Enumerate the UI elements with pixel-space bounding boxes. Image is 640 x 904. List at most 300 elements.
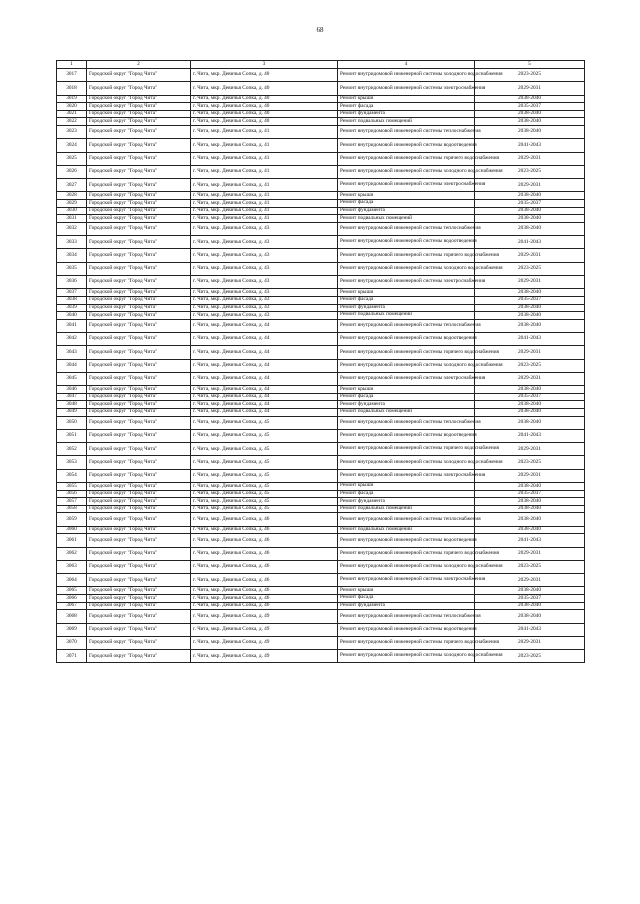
period-cell: 2029-2031 [475, 574, 585, 587]
municipality-cell: Городской округ "Город Чита" [87, 200, 191, 208]
address-cell: г. Чита, мкр. Девичья Сопка, д. 41 [191, 125, 338, 138]
address-cell: г. Чита, мкр. Девичья Сопка, д. 45 [191, 505, 338, 513]
period-cell: 2029-2031 [475, 249, 585, 262]
row-number-cell: 3036 [57, 276, 87, 289]
work-type-cell: Ремонт крыши [338, 587, 475, 595]
row-number-cell: 3026 [57, 165, 87, 178]
work-type-cell: Ремонт внутридомовой инженерной системы горячего водоснабжения [338, 346, 475, 359]
period-cell: 2035-2037 [475, 200, 585, 208]
table-body [57, 69, 585, 663]
municipality-cell: Городской округ "Город Чита" [87, 372, 191, 385]
work-type-cell: Ремонт внутридомовой инженерной системы электроснабжения [338, 82, 475, 95]
period-cell: 2038-2040 [475, 602, 585, 610]
period-cell: 2038-2040 [475, 207, 585, 215]
period-cell: 2035-2037 [475, 595, 585, 603]
table-row [57, 200, 585, 208]
work-type-cell: Ремонт внутридомовой инженерной системы теплоснабжения [338, 416, 475, 429]
table-row [57, 215, 585, 223]
municipality-cell: Городской округ "Город Чита" [87, 513, 191, 526]
table-row [57, 602, 585, 610]
municipality-cell: Городской округ "Город Чита" [87, 152, 191, 165]
address-cell: г. Чита, мкр. Девичья Сопка, д. 40 [191, 95, 338, 103]
period-cell: 2029-2031 [475, 443, 585, 456]
municipality-cell: Городской округ "Город Чита" [87, 498, 191, 506]
period-cell: 2029-2031 [475, 276, 585, 289]
address-cell: г. Чита, мкр. Девичья Сопка, д. 44 [191, 393, 338, 401]
work-type-cell: Ремонт фасада [338, 296, 475, 304]
column-header-4: 4 [338, 61, 475, 69]
address-cell: г. Чита, мкр. Девичья Сопка, д. 45 [191, 498, 338, 506]
work-type-cell: Ремонт внутридомовой инженерной системы горячего водоснабжения [338, 547, 475, 560]
municipality-cell: Городской округ "Город Чита" [87, 332, 191, 345]
row-number-cell: 3062 [57, 547, 87, 560]
table-row [57, 456, 585, 469]
address-cell: г. Чита, мкр. Девичья Сопка, д. 40 [191, 103, 338, 111]
period-cell: 2038-2040 [475, 215, 585, 223]
municipality-cell: Городской округ "Город Чита" [87, 393, 191, 401]
municipality-cell: Городской округ "Город Чита" [87, 192, 191, 200]
address-cell: г. Чита, мкр. Девичья Сопка, д. 46 [191, 547, 338, 560]
work-type-cell: Ремонт фундамента [338, 602, 475, 610]
address-cell: г. Чита, мкр. Девичья Сопка, д. 41 [191, 139, 338, 152]
row-number-cell: 3049 [57, 408, 87, 416]
table-row [57, 408, 585, 416]
work-type-cell: Ремонт фундамента [338, 304, 475, 312]
row-number-cell: 3022 [57, 118, 87, 126]
period-cell: 2038-2040 [475, 118, 585, 126]
row-number-cell: 3050 [57, 416, 87, 429]
table-row [57, 69, 585, 82]
table-row [57, 95, 585, 103]
row-number-cell: 3051 [57, 429, 87, 442]
municipality-cell: Городской округ "Город Чита" [87, 139, 191, 152]
municipality-cell: Городской округ "Город Чита" [87, 249, 191, 262]
period-cell: 2038-2040 [475, 587, 585, 595]
row-number-cell: 3047 [57, 393, 87, 401]
municipality-cell: Городской округ "Город Чита" [87, 69, 191, 82]
period-cell: 2041-2043 [475, 429, 585, 442]
address-cell: г. Чита, мкр. Девичья Сопка, д. 43 [191, 249, 338, 262]
municipality-cell: Городской округ "Город Чита" [87, 165, 191, 178]
period-cell: 2035-2037 [475, 490, 585, 498]
table-row [57, 469, 585, 482]
period-cell: 2041-2043 [475, 332, 585, 345]
row-number-cell: 3044 [57, 359, 87, 372]
row-number-cell: 3017 [57, 69, 87, 82]
row-number-cell: 3053 [57, 456, 87, 469]
municipality-cell: Городской округ "Город Чита" [87, 222, 191, 235]
table-row [57, 636, 585, 649]
row-number-cell: 3028 [57, 192, 87, 200]
work-type-cell: Ремонт подвальных помещений [338, 312, 475, 320]
table-row [57, 319, 585, 332]
address-cell: г. Чита, мкр. Девичья Сопка, д. 45 [191, 490, 338, 498]
period-cell: 2038-2040 [475, 610, 585, 623]
table-row [57, 650, 585, 663]
period-cell: 2035-2037 [475, 103, 585, 111]
work-type-cell: Ремонт фундамента [338, 401, 475, 409]
table-row [57, 222, 585, 235]
table-row [57, 332, 585, 345]
address-cell: г. Чита, мкр. Девичья Сопка, д. 41 [191, 165, 338, 178]
work-type-cell: Ремонт фасада [338, 200, 475, 208]
row-number-cell: 3038 [57, 296, 87, 304]
address-cell: г. Чита, мкр. Девичья Сопка, д. 43 [191, 289, 338, 297]
address-cell: г. Чита, мкр. Девичья Сопка, д. 43 [191, 276, 338, 289]
row-number-cell: 3067 [57, 602, 87, 610]
table-row [57, 372, 585, 385]
row-number-cell: 3019 [57, 95, 87, 103]
work-type-cell: Ремонт фундамента [338, 498, 475, 506]
address-cell: г. Чита, мкр. Девичья Сопка, д. 41 [191, 152, 338, 165]
municipality-cell: Городской округ "Город Чита" [87, 416, 191, 429]
table-row [57, 490, 585, 498]
work-type-cell: Ремонт внутридомовой инженерной системы водоотведения [338, 534, 475, 547]
row-number-cell: 3046 [57, 386, 87, 394]
work-type-cell: Ремонт подвальных помещений [338, 408, 475, 416]
table-row [57, 587, 585, 595]
row-number-cell: 3066 [57, 595, 87, 603]
row-number-cell: 3042 [57, 332, 87, 345]
row-number-cell: 3030 [57, 207, 87, 215]
table-row [57, 304, 585, 312]
municipality-cell: Городской округ "Город Чита" [87, 110, 191, 118]
period-cell: 2038-2040 [475, 289, 585, 297]
work-type-cell: Ремонт внутридомовой инженерной системы горячего водоснабжения [338, 443, 475, 456]
page-number: 68 [316, 26, 324, 34]
address-cell: г. Чита, мкр. Девичья Сопка, д. 40 [191, 82, 338, 95]
table-row [57, 443, 585, 456]
municipality-cell: Городской округ "Город Чита" [87, 587, 191, 595]
municipality-cell: Городской округ "Город Чита" [87, 547, 191, 560]
municipality-cell: Городской округ "Город Чита" [87, 469, 191, 482]
period-cell: 2041-2043 [475, 534, 585, 547]
work-type-cell: Ремонт внутридомовой инженерной системы электроснабжения [338, 179, 475, 192]
period-cell: 2029-2031 [475, 636, 585, 649]
table-row [57, 125, 585, 138]
period-cell: 2029-2031 [475, 469, 585, 482]
row-number-cell: 3052 [57, 443, 87, 456]
municipality-cell: Городской округ "Город Чита" [87, 262, 191, 275]
period-cell: 2038-2040 [475, 304, 585, 312]
address-cell: г. Чита, мкр. Девичья Сопка, д. 45 [191, 469, 338, 482]
address-cell: г. Чита, мкр. Девичья Сопка, д. 40 [191, 118, 338, 126]
row-number-cell: 3070 [57, 636, 87, 649]
address-cell: г. Чита, мкр. Девичья Сопка, д. 46 [191, 560, 338, 573]
address-cell: г. Чита, мкр. Девичья Сопка, д. 45 [191, 443, 338, 456]
municipality-cell: Городской округ "Город Чита" [87, 103, 191, 111]
period-cell: 2038-2040 [475, 319, 585, 332]
period-cell: 2041-2043 [475, 623, 585, 636]
address-cell: г. Чита, мкр. Девичья Сопка, д. 44 [191, 319, 338, 332]
row-number-cell: 3023 [57, 125, 87, 138]
period-cell: 2038-2040 [475, 408, 585, 416]
period-cell: 2038-2040 [475, 505, 585, 513]
address-cell: г. Чита, мкр. Девичья Сопка, д. 41 [191, 192, 338, 200]
address-cell: г. Чита, мкр. Девичья Сопка, д. 45 [191, 456, 338, 469]
address-cell: г. Чита, мкр. Девичья Сопка, д. 43 [191, 222, 338, 235]
row-number-cell: 3024 [57, 139, 87, 152]
table-row [57, 82, 585, 95]
municipality-cell: Городской округ "Город Чита" [87, 125, 191, 138]
table-row [57, 560, 585, 573]
work-type-cell: Ремонт внутридомовой инженерной системы электроснабжения [338, 574, 475, 587]
municipality-cell: Городской округ "Город Чита" [87, 602, 191, 610]
row-number-cell: 3032 [57, 222, 87, 235]
municipality-cell: Городской округ "Город Чита" [87, 296, 191, 304]
period-cell: 2041-2043 [475, 236, 585, 249]
period-cell: 2038-2040 [475, 222, 585, 235]
period-cell: 2029-2031 [475, 547, 585, 560]
period-cell: 2029-2031 [475, 179, 585, 192]
municipality-cell: Городской округ "Город Чита" [87, 574, 191, 587]
work-type-cell: Ремонт подвальных помещений [338, 526, 475, 534]
work-type-cell: Ремонт крыши [338, 386, 475, 394]
work-type-cell: Ремонт подвальных помещений [338, 215, 475, 223]
work-type-cell: Ремонт подвальных помещений [338, 505, 475, 513]
column-header-5: 5 [475, 61, 585, 69]
municipality-cell: Городской округ "Город Чита" [87, 82, 191, 95]
table-row [57, 207, 585, 215]
table-row [57, 505, 585, 513]
column-header-1: 1 [57, 61, 87, 69]
row-number-cell: 3061 [57, 534, 87, 547]
table-row [57, 346, 585, 359]
period-cell: 2041-2043 [475, 139, 585, 152]
work-type-cell: Ремонт внутридомовой инженерной системы электроснабжения [338, 276, 475, 289]
row-number-cell: 3043 [57, 346, 87, 359]
period-cell: 2023-2025 [475, 69, 585, 82]
row-number-cell: 3039 [57, 304, 87, 312]
table-row [57, 139, 585, 152]
municipality-cell: Городской округ "Город Чита" [87, 595, 191, 603]
work-type-cell: Ремонт внутридомовой инженерной системы электроснабжения [338, 372, 475, 385]
row-number-cell: 3033 [57, 236, 87, 249]
address-cell: г. Чита, мкр. Девичья Сопка, д. 46 [191, 587, 338, 595]
period-cell: 2023-2025 [475, 560, 585, 573]
row-number-cell: 3054 [57, 469, 87, 482]
work-type-cell: Ремонт внутридомовой инженерной системы электроснабжения [338, 469, 475, 482]
work-type-cell: Ремонт внутридомовой инженерной системы холодного водоснабжения [338, 69, 475, 82]
period-cell: 2035-2037 [475, 296, 585, 304]
work-type-cell: Ремонт внутридомовой инженерной системы холодного водоснабжения [338, 456, 475, 469]
address-cell: г. Чита, мкр. Девичья Сопка, д. 44 [191, 332, 338, 345]
municipality-cell: Городской округ "Город Чита" [87, 236, 191, 249]
period-cell: 2038-2040 [475, 312, 585, 320]
address-cell: г. Чита, мкр. Девичья Сопка, д. 41 [191, 215, 338, 223]
address-cell: г. Чита, мкр. Девичья Сопка, д. 46 [191, 595, 338, 603]
row-number-cell: 3018 [57, 82, 87, 95]
work-type-cell: Ремонт крыши [338, 289, 475, 297]
address-cell: г. Чита, мкр. Девичья Сопка, д. 43 [191, 312, 338, 320]
row-number-cell: 3037 [57, 289, 87, 297]
row-number-cell: 3020 [57, 103, 87, 111]
work-type-cell: Ремонт внутридомовой инженерной системы водоотведения [338, 429, 475, 442]
period-cell: 2029-2031 [475, 152, 585, 165]
table-header-row [57, 61, 585, 69]
table-row [57, 236, 585, 249]
address-cell: г. Чита, мкр. Девичья Сопка, д. 44 [191, 372, 338, 385]
work-type-cell: Ремонт внутридомовой инженерной системы теплоснабжения [338, 513, 475, 526]
period-cell: 2038-2040 [475, 192, 585, 200]
row-number-cell: 3068 [57, 610, 87, 623]
period-cell: 2023-2025 [475, 650, 585, 663]
municipality-cell: Городской округ "Город Чита" [87, 276, 191, 289]
address-cell: г. Чита, мкр. Девичья Сопка, д. 49 [191, 623, 338, 636]
table-row [57, 610, 585, 623]
period-cell: 2038-2040 [475, 401, 585, 409]
work-type-cell: Ремонт внутридомовой инженерной системы холодного водоснабжения [338, 650, 475, 663]
work-type-cell: Ремонт фасада [338, 490, 475, 498]
table-row [57, 152, 585, 165]
work-type-cell: Ремонт крыши [338, 483, 475, 491]
work-type-cell: Ремонт внутридомовой инженерной системы водоотведения [338, 332, 475, 345]
municipality-cell: Городской округ "Город Чита" [87, 359, 191, 372]
table-row [57, 110, 585, 118]
column-header-3: 3 [191, 61, 338, 69]
period-cell: 2038-2040 [475, 125, 585, 138]
table-row [57, 534, 585, 547]
row-number-cell: 3048 [57, 401, 87, 409]
work-type-cell: Ремонт внутридомовой инженерной системы холодного водоснабжения [338, 560, 475, 573]
period-cell: 2029-2031 [475, 372, 585, 385]
period-cell: 2023-2025 [475, 262, 585, 275]
municipality-cell: Городской округ "Город Чита" [87, 118, 191, 126]
work-type-cell: Ремонт внутридомовой инженерной системы холодного водоснабжения [338, 359, 475, 372]
municipality-cell: Городской округ "Город Чита" [87, 526, 191, 534]
address-cell: г. Чита, мкр. Девичья Сопка, д. 43 [191, 236, 338, 249]
address-cell: г. Чита, мкр. Девичья Сопка, д. 46 [191, 526, 338, 534]
row-number-cell: 3056 [57, 490, 87, 498]
repair-schedule-table [56, 60, 585, 663]
row-number-cell: 3064 [57, 574, 87, 587]
municipality-cell: Городской округ "Город Чита" [87, 505, 191, 513]
address-cell: г. Чита, мкр. Девичья Сопка, д. 44 [191, 359, 338, 372]
period-cell: 2035-2037 [475, 393, 585, 401]
work-type-cell: Ремонт фундамента [338, 207, 475, 215]
table-row [57, 416, 585, 429]
period-cell: 2038-2040 [475, 386, 585, 394]
address-cell: г. Чита, мкр. Девичья Сопка, д. 44 [191, 386, 338, 394]
municipality-cell: Городской округ "Город Чита" [87, 304, 191, 312]
row-number-cell: 3060 [57, 526, 87, 534]
work-type-cell: Ремонт внутридомовой инженерной системы теплоснабжения [338, 610, 475, 623]
municipality-cell: Городской округ "Город Чита" [87, 401, 191, 409]
period-cell: 2023-2025 [475, 359, 585, 372]
work-type-cell: Ремонт крыши [338, 192, 475, 200]
address-cell: г. Чита, мкр. Девичья Сопка, д. 45 [191, 416, 338, 429]
address-cell: г. Чита, мкр. Девичья Сопка, д. 41 [191, 200, 338, 208]
municipality-cell: Городской округ "Город Чита" [87, 95, 191, 103]
municipality-cell: Городской округ "Город Чита" [87, 408, 191, 416]
work-type-cell: Ремонт внутридомовой инженерной системы горячего водоснабжения [338, 152, 475, 165]
municipality-cell: Городской округ "Город Чита" [87, 610, 191, 623]
table-row [57, 526, 585, 534]
address-cell: г. Чита, мкр. Девичья Сопка, д. 43 [191, 296, 338, 304]
period-cell: 2029-2031 [475, 346, 585, 359]
work-type-cell: Ремонт внутридомовой инженерной системы водоотведения [338, 623, 475, 636]
municipality-cell: Городской округ "Город Чита" [87, 429, 191, 442]
address-cell: г. Чита, мкр. Девичья Сопка, д. 44 [191, 401, 338, 409]
row-number-cell: 3034 [57, 249, 87, 262]
period-cell: 2038-2040 [475, 483, 585, 491]
municipality-cell: Городской округ "Город Чита" [87, 319, 191, 332]
period-cell: 2038-2040 [475, 513, 585, 526]
period-cell: 2029-2031 [475, 82, 585, 95]
address-cell: г. Чита, мкр. Девичья Сопка, д. 44 [191, 408, 338, 416]
row-number-cell: 3035 [57, 262, 87, 275]
row-number-cell: 3071 [57, 650, 87, 663]
address-cell: г. Чита, мкр. Девичья Сопка, д. 45 [191, 429, 338, 442]
row-number-cell: 3055 [57, 483, 87, 491]
row-number-cell: 3045 [57, 372, 87, 385]
row-number-cell: 3031 [57, 215, 87, 223]
municipality-cell: Городской округ "Город Чита" [87, 456, 191, 469]
table-row [57, 429, 585, 442]
work-type-cell: Ремонт фундамента [338, 110, 475, 118]
municipality-cell: Городской округ "Город Чита" [87, 207, 191, 215]
table-row [57, 574, 585, 587]
municipality-cell: Городской округ "Город Чита" [87, 490, 191, 498]
row-number-cell: 3069 [57, 623, 87, 636]
period-cell: 2038-2040 [475, 110, 585, 118]
municipality-cell: Городской округ "Город Чита" [87, 443, 191, 456]
row-number-cell: 3027 [57, 179, 87, 192]
table-row [57, 312, 585, 320]
municipality-cell: Городской округ "Город Чита" [87, 312, 191, 320]
table-row [57, 179, 585, 192]
municipality-cell: Городской округ "Город Чита" [87, 650, 191, 663]
period-cell: 2023-2025 [475, 456, 585, 469]
address-cell: г. Чита, мкр. Девичья Сопка, д. 49 [191, 610, 338, 623]
table-row [57, 249, 585, 262]
work-type-cell: Ремонт фасада [338, 103, 475, 111]
work-type-cell: Ремонт внутридомовой инженерной системы горячего водоснабжения [338, 249, 475, 262]
row-number-cell: 3021 [57, 110, 87, 118]
address-cell: г. Чита, мкр. Девичья Сопка, д. 41 [191, 207, 338, 215]
table-row [57, 483, 585, 491]
row-number-cell: 3059 [57, 513, 87, 526]
address-cell: г. Чита, мкр. Девичья Сопка, д. 46 [191, 534, 338, 547]
table-row [57, 513, 585, 526]
address-cell: г. Чита, мкр. Девичья Сопка, д. 41 [191, 179, 338, 192]
table-row [57, 393, 585, 401]
municipality-cell: Городской округ "Город Чита" [87, 289, 191, 297]
work-type-cell: Ремонт внутридомовой инженерной системы теплоснабжения [338, 222, 475, 235]
row-number-cell: 3058 [57, 505, 87, 513]
table-row [57, 192, 585, 200]
row-number-cell: 3065 [57, 587, 87, 595]
period-cell: 2038-2040 [475, 526, 585, 534]
table-row [57, 359, 585, 372]
work-type-cell: Ремонт внутридомовой инженерной системы водоотведения [338, 139, 475, 152]
table-row [57, 623, 585, 636]
municipality-cell: Городской округ "Город Чита" [87, 386, 191, 394]
work-type-cell: Ремонт внутридомовой инженерной системы теплоснабжения [338, 125, 475, 138]
municipality-cell: Городской округ "Город Чита" [87, 560, 191, 573]
row-number-cell: 3029 [57, 200, 87, 208]
municipality-cell: Городской округ "Город Чита" [87, 636, 191, 649]
work-type-cell: Ремонт внутридомовой инженерной системы холодного водоснабжения [338, 165, 475, 178]
work-type-cell: Ремонт внутридомовой инженерной системы водоотведения [338, 236, 475, 249]
period-cell: 2038-2040 [475, 416, 585, 429]
period-cell: 2038-2040 [475, 498, 585, 506]
municipality-cell: Городской округ "Город Чита" [87, 623, 191, 636]
work-type-cell: Ремонт внутридомовой инженерной системы теплоснабжения [338, 319, 475, 332]
period-cell: 2038-2040 [475, 95, 585, 103]
table-row [57, 276, 585, 289]
municipality-cell: Городской округ "Город Чита" [87, 179, 191, 192]
